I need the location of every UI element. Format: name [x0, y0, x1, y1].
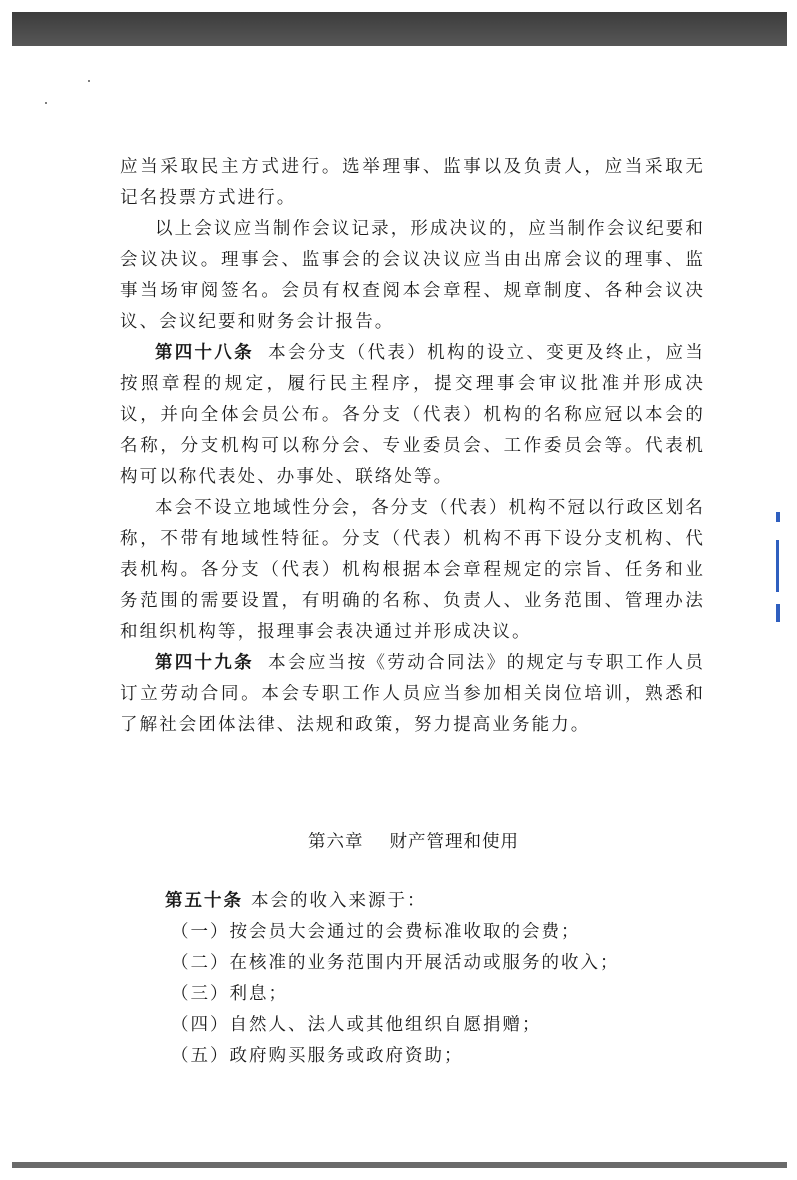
- article-number: 第四十九条: [155, 653, 254, 673]
- scan-edge-mark: [776, 540, 779, 592]
- scan-edge-mark: [776, 604, 780, 622]
- article-49: [120, 648, 705, 741]
- list-item: （四）自然人、法人或其他组织自愿捐赠；: [171, 1015, 542, 1035]
- chapter-number: 第六章: [308, 832, 364, 852]
- paragraph-1: [120, 152, 705, 214]
- list-item: （三）利息；: [171, 984, 288, 1004]
- document-body: [120, 152, 705, 741]
- scan-top-border: [12, 12, 787, 46]
- list-item: （五）政府购买服务或政府资助；: [171, 1046, 464, 1066]
- article-number: 第五十条: [165, 891, 243, 911]
- list-item: （二）在核准的业务范围内开展活动或服务的收入；: [171, 953, 620, 973]
- paragraph-text: 以上会议应当制作会议记录，形成决议的，应当制作会议纪要和会议决议。理事会、监事会的会议决议应当由出席会议的理事、监事当场审阅签名。会员有权查阅本会章程、规章制度、各种会议决议、会议纪要和财务会计报告。: [120, 219, 705, 332]
- paragraph-2: [120, 214, 705, 338]
- paragraph-text: 本会不设立地域性分会，各分支（代表）机构不冠以行政区划名称，不带有地域性特征。分支（代表）机构不再下设分支机构、代表机构。各分支（代表）机构根据本会章程规定的宗旨、任务和业务范围的需要设置，有明确的名称、负责人、业务范围、管理办法和组织机构等，报理事会表决通过并形成决议。: [120, 498, 705, 642]
- article-50: [165, 886, 725, 1072]
- scan-edge-mark: [776, 512, 780, 522]
- article-50-intro: [165, 886, 725, 917]
- scan-speck: [88, 80, 90, 82]
- scan-bottom-border: [12, 1162, 787, 1168]
- paragraph-4: [120, 493, 705, 648]
- article-intro-text: 本会的收入来源于：: [251, 891, 427, 911]
- article-48: [120, 338, 705, 493]
- paragraph-text: 应当采取民主方式进行。选举理事、监事以及负责人，应当采取无记名投票方式进行。: [120, 157, 705, 208]
- list-item: （一）按会员大会通过的会费标准收取的会费；: [171, 922, 581, 942]
- scan-speck: [45, 102, 47, 104]
- paragraph-text: 本会分支（代表）机构的设立、变更及终止，应当按照章程的规定，履行民主程序，提交理事会审议批准并形成决议，并向全体会员公布。各分支（代表）机构的名称应冠以本会的名称，分支机构可以称分会、专业委员会、工作委员会等。代表机构可以称代表处、办事处、联络处等。: [120, 343, 706, 487]
- article-number: 第四十八条: [155, 343, 254, 363]
- chapter-heading: [0, 828, 797, 853]
- paragraph-text: 本会应当按《劳动合同法》的规定与专职工作人员订立劳动合同。本会专职工作人员应当参加相关岗位培训，熟悉和了解社会团体法律、法规和政策，努力提高业务能力。: [120, 653, 706, 735]
- chapter-title: 财产管理和使用: [389, 832, 519, 852]
